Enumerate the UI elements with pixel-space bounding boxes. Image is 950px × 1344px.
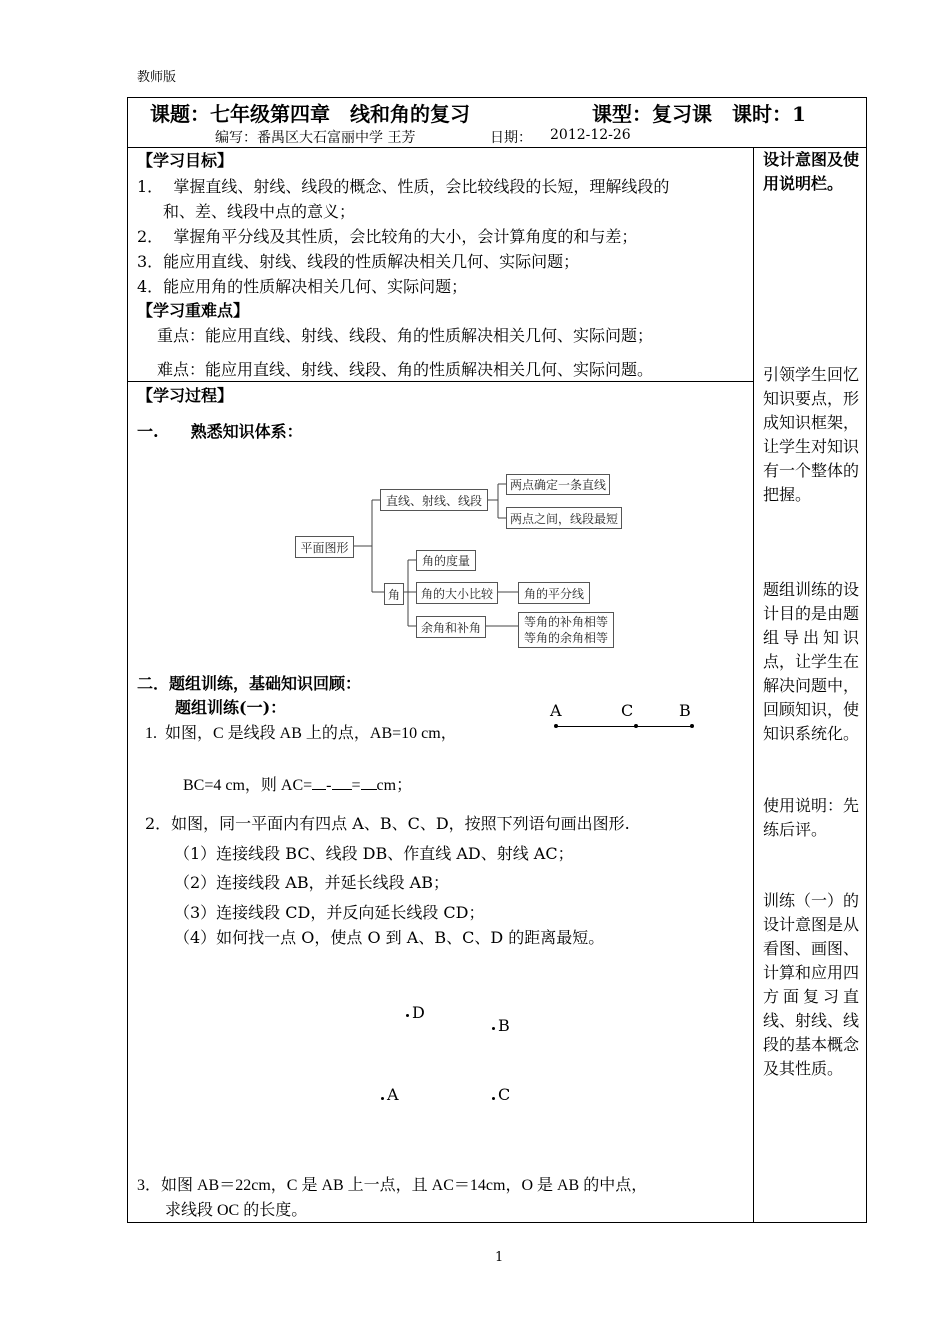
tree-node-angle: 角 — [384, 583, 404, 605]
sidebar-note: 题组训练的设计目的是由题组导出知识点，让学生在解决问题中，回顾知识，使知识系统化。 — [763, 580, 860, 743]
tree-node-line-fact: 两点之间，线段最短 — [506, 507, 622, 529]
key-point: 重点：能应用直线、射线、线段、角的性质解决相关几何、实际问题； — [157, 326, 654, 345]
point-d-label: D — [412, 1003, 425, 1022]
tree-node-line-fact: 两点确定一条直线 — [506, 474, 610, 495]
unit: cm； — [376, 777, 413, 794]
tree-node-angle-compare: 角的大小比较 — [416, 582, 498, 604]
key-points-heading: 【学习重难点】 — [137, 301, 250, 320]
question-1-fill — [175, 753, 412, 797]
question-2-item: （3）连接线段 CD，并反向延长线段 CD； — [174, 903, 485, 922]
segment-label-b: B — [679, 701, 691, 720]
tree-node-complement-facts — [518, 612, 614, 648]
point-c-dot — [492, 1097, 495, 1100]
segment-point-a — [554, 724, 558, 728]
point-b-dot — [492, 1027, 495, 1030]
date: 2012-12-26 — [550, 127, 631, 143]
question-3-line2: 求线段 OC 的长度。 — [165, 1202, 308, 1219]
page-number: 1 — [495, 1250, 504, 1265]
segment-ab — [556, 726, 692, 727]
answer-blank[interactable] — [332, 789, 352, 790]
group-heading: 题组训练(一)： — [175, 698, 287, 717]
process-heading: 【学习过程】 — [137, 386, 234, 405]
goal-item: 2． 掌握角平分线及其性质，会比较角的大小，会计算角度的和与差； — [137, 227, 638, 246]
section-heading: 二．题组训练，基础知识回顾： — [137, 674, 362, 693]
author: 编写：番禺区大石富丽中学 王芳 — [215, 130, 416, 146]
question-2-item: （1）连接线段 BC、线段 DB、作直线 AD、射线 AC； — [174, 844, 574, 863]
point-a-dot — [381, 1097, 384, 1100]
equals-sign: = — [351, 777, 361, 794]
point-b-label: B — [498, 1016, 510, 1035]
lesson-topic: 课题：七年级第四章 线和角的复习 — [150, 102, 470, 126]
tree-node-angle-measure: 角的度量 — [416, 550, 476, 571]
sidebar-note: 使用说明：先练后评。 — [763, 796, 860, 839]
divider — [127, 147, 867, 148]
goal-item: 3．能应用直线、射线、线段的性质解决相关几何、实际问题； — [137, 252, 580, 271]
point-a-label: A — [387, 1085, 399, 1104]
question-1-text: BC=4 cm，则 AC= — [183, 777, 313, 794]
question-2-item: （4）如何找一点 O，使点 O 到 A、B、C、D 的距离最短。 — [174, 928, 605, 947]
lesson-type: 课型：复习课 课时：1 — [592, 102, 806, 126]
sidebar-note: 引领学生回忆知识要点，形成知识框架，让学生对知识有一个整体的把握。 — [763, 365, 860, 504]
segment-label-a: A — [550, 701, 562, 720]
edition-label: 教师版 — [137, 70, 177, 85]
date-label: 日期： — [490, 130, 532, 146]
segment-label-c: C — [621, 701, 634, 720]
point-d-dot — [406, 1014, 409, 1017]
goals-heading: 【学习目标】 — [137, 151, 234, 170]
divider — [753, 147, 754, 1223]
section-heading: 一. 熟悉知识体系： — [137, 422, 303, 441]
goal-item: 4．能应用角的性质解决相关几何、实际问题； — [137, 277, 468, 296]
goal-item: 和、差、线段中点的意义； — [163, 202, 356, 221]
sidebar-title: 设计意图及使用说明栏。 — [763, 150, 860, 193]
tree-node-complement: 余角和补角 — [416, 616, 486, 638]
sidebar-note: 训练（一）的设计意图是从看图、画图、计算和应用四方面复习直线、射线、线段的基本概念及其性质。 — [763, 891, 860, 1078]
difficult-point: 难点：能应用直线、射线、线段、角的性质解决相关几何、实际问题。 — [157, 360, 654, 379]
minus-sign: - — [326, 777, 332, 794]
tree-node-bisector: 角的平分线 — [518, 582, 590, 604]
question-2-item: （2）连接线段 AB，并延长线段 AB； — [174, 873, 449, 892]
tree-node-root: 平面图形 — [295, 536, 354, 558]
segment-point-c — [634, 724, 638, 728]
point-c-label: C — [498, 1085, 511, 1104]
tree-node-lines: 直线、射线、线段 — [380, 489, 488, 511]
goal-item: 1． 掌握直线、射线、线段的概念、性质，会比较线段的长短，理解线段的 — [137, 177, 670, 196]
answer-blank[interactable] — [312, 789, 326, 790]
complement-fact: 等角的补角相等 — [523, 615, 608, 629]
question-1: 1. 如图，C 是线段 AB 上的点，AB=10 cm， — [145, 725, 457, 742]
question-3: 3．如图 AB＝22cm，C 是 AB 上一点，且 AC＝14cm，O 是 AB 的中点， — [137, 1177, 648, 1194]
complement-fact: 等角的余角相等 — [523, 631, 608, 645]
divider — [127, 381, 753, 382]
segment-point-b — [690, 724, 694, 728]
answer-blank[interactable] — [361, 789, 377, 790]
question-2: 2．如图，同一平面内有四点 A、B、C、D，按照下列语句画出图形. — [145, 814, 630, 833]
